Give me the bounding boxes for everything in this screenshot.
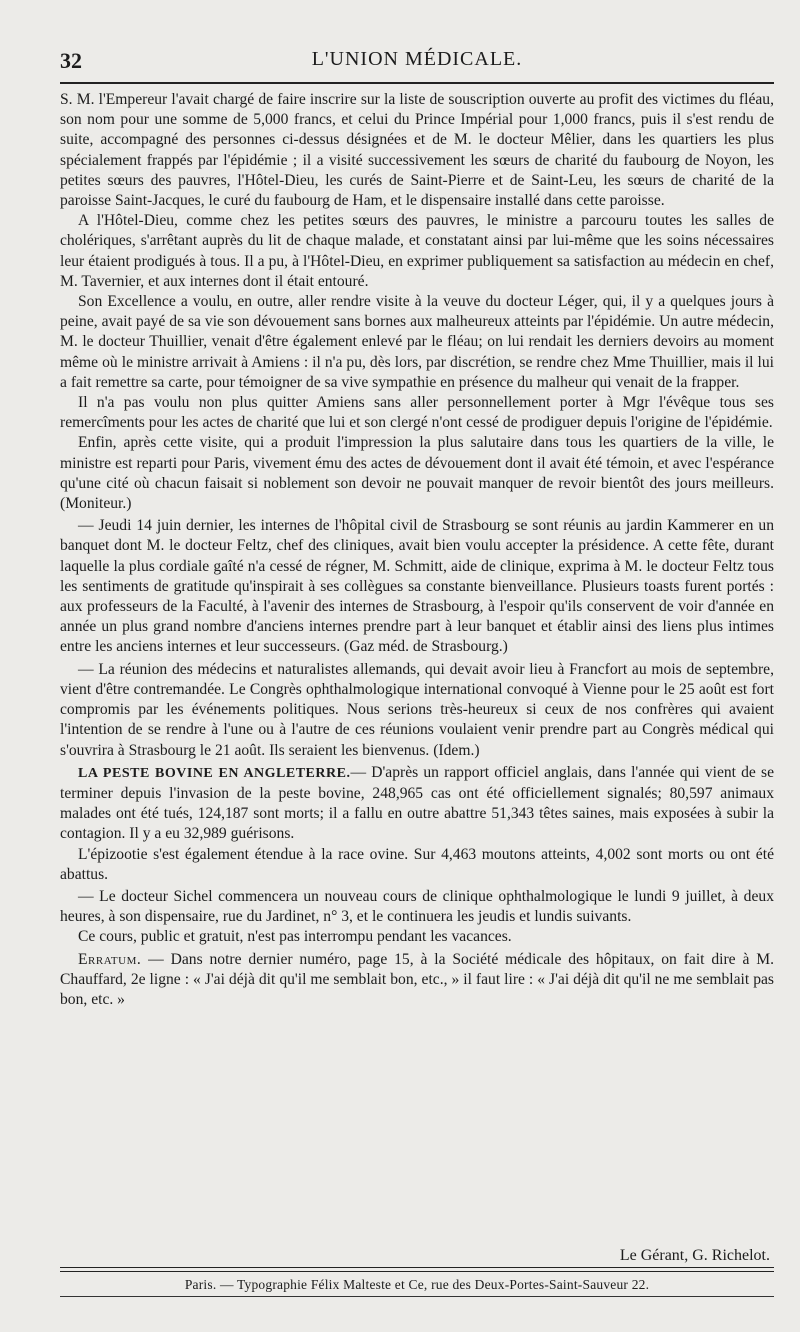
erratum-text: — Dans notre dernier numéro, page 15, à la Société médicale des hôpitaux, on fait dire à M. Chauffard, 2e ligne : « J'ai déjà dit qu'il me semblait bon, etc., » il faut lire : « J'ai déjà dit qu'il ne me semblait pas bon, etc. »: [60, 950, 774, 1008]
signature: Le Gérant, G. Richelot.: [619, 1247, 770, 1264]
erratum-label: Erratum.: [78, 950, 142, 968]
paragraph-epizootie: L'épizootie s'est également étendue à la race ovine. Sur 4,463 moutons atteints, 4,002 sont morts ou ont été abattus.: [60, 845, 774, 883]
paragraph-peste-bovine: [60, 763, 774, 845]
header-rule: [60, 82, 774, 84]
paragraph-erratum: [60, 950, 774, 1011]
paragraph-sichel: — Le docteur Sichel commencera un nouveau cours de clinique ophthalmologique le lundi 9 juillet, à deux heures, à son dispensaire, rue du Jardinet, n° 3, et le continuera les jeudis et lundis suivants.: [60, 887, 774, 926]
printer-imprint: Paris. — Typographie Félix Malteste et Ce, rue des Deux-Portes-Saint-Sauveur 22.: [184, 1277, 650, 1292]
peste-heading: LA PESTE BOVINE EN ANGLETERRE.: [78, 765, 351, 781]
paragraph-emperor: S. M. l'Empereur l'avait chargé de faire inscrire sur la liste de souscription ouverte au profit des victimes du fléau, son nom pour une somme de 5,000 francs, et celui du Prince Impérial pour 1,000 francs, puis il s'est rendu de suite, accompagné des personnes ci-dessus désignées et de M. le docteur Mêlier, dans les quartiers les plus spécialement frappés par l'épidémie ; il a visité successivement les sœurs de charité du faubourg de Noyon, les petites sœurs des pauvres, l'Hôtel-Dieu, les curés de Saint-Pierre et de Saint-Leu, les sœurs de charité de la paroisse Saint-Jacques, le curé du faubourg de Ham, et le dispensaire installé dans cette paroisse.: [60, 91, 774, 210]
paragraph-eveque: Il n'a pas voulu non plus quitter Amiens sans aller personnellement porter à Mgr l'évêque tous ses remercîments pour les actes de charité que lui et son clergé n'ont cessé de prodiguer depuis l'origine de l'épidémie.: [60, 394, 774, 432]
article-body: [60, 90, 774, 1010]
page-header: [60, 48, 774, 78]
paragraph-cours: Ce cours, public et gratuit, n'est pas interrompu pendant les vacances.: [78, 928, 512, 946]
paragraph-congres: — La réunion des médecins et naturalistes allemands, qui devait avoir lieu à Francfort au mois de septembre, vient d'être contremandée. Le Congrès ophthalmologique international convoqué à Vienne pour le 25 août est fort compromis par les événements politiques. Nous serions très-heureux si ceux de nos confrères qui avaient l'intention de se rendre à l'une ou à l'autre de ces réunions voulaient venir prendre part au Congrès médical qui s'ouvrira à Strasbourg le 21 août. Ils seraient les bienvenus. (Idem.): [60, 660, 774, 759]
footer-rule: [60, 1267, 774, 1268]
footer-rule-thin: [60, 1271, 774, 1272]
paragraph-excellence: Son Excellence a voulu, en outre, aller rendre visite à la veuve du docteur Léger, qui, il y a quelques jours à peine, avait payé de sa vie son dévouement sans bornes aux malheureux atteints par l'épidémie. Un autre médecin, M. le docteur Thuillier, venait d'être également enlevé par le fléau; on lui rendait les derniers devoirs au moment même où le ministre arrivait à Amiens : il n'a pu, dès lors, par discrétion, se rendre chez Mme Thuillier, mais il lui a fait remettre sa carte, pour témoigner de sa vive sympathie en présence du malheur qui venait de la frapper.: [60, 293, 774, 391]
paragraph-enfin: Enfin, après cette visite, qui a produit l'impression la plus salutaire dans tous les quartiers de la ville, le ministre est reparti pour Paris, vivement ému des actes de dévouement dont il avait été témoin, et avec l'espérance qu'une cité où chacun faisait si noblement son devoir ne pouvait manquer de revoir bientôt des jours meilleurs. (Moniteur.): [60, 434, 774, 513]
journal-title: L'UNION MÉDICALE.: [311, 48, 523, 70]
paragraph-hotel-dieu: A l'Hôtel-Dieu, comme chez les petites sœurs des pauvres, le ministre a parcouru toutes les salles de cholériques, s'arrêtant auprès du lit de chaque malade, et constatant ainsi par lui-même que les soins nécessaires leur étaient prodigués à tous. Il a pu, à l'Hôtel-Dieu, en exprimer publiquement sa satisfaction au médecin en chef, M. Tavernier, et aux internes dont il était entouré.: [60, 212, 774, 290]
page-number: 32: [60, 48, 82, 73]
peste-text: — D'après un rapport officiel anglais, dans l'année qui vient de se terminer depuis l'invasion de la peste bovine, 248,965 cas ont été officiellement signalés; 80,597 animaux malades ont été tués, 124,187 sont morts; il a fallu en outre abattre 51,343 têtes saines, mais exposées à subir la contagion. Il y a eu 32,989 guérisons.: [60, 763, 774, 843]
paragraph-strasbourg-banquet: — Jeudi 14 juin dernier, les internes de l'hôpital civil de Strasbourg se sont réunis au jardin Kammerer en un banquet dont M. le docteur Feltz, chef des cliniques, avait bien voulu accepter la présidence. A cette fête, durant laquelle la plus cordiale gaîté n'a cessé de régner, M. Schmitt, aide de clinique, exprima à M. le docteur Feltz tous les sentiments de gratitude qu'inspirait à ses collègues sa constante bienveillance. Plusieurs toasts furent portés : aux professeurs de la Faculté, à l'avenir des internes de Strasbourg, à l'espoir qu'ils conservent de voir d'année en année un plus grand nombre d'anciens internes prendre part à leur banquet et établir ainsi des liens plus intimes entre les anciens internes et leur successeurs. (Gaz méd. de Strasbourg.): [60, 517, 774, 656]
bottom-rule: [60, 1296, 774, 1297]
